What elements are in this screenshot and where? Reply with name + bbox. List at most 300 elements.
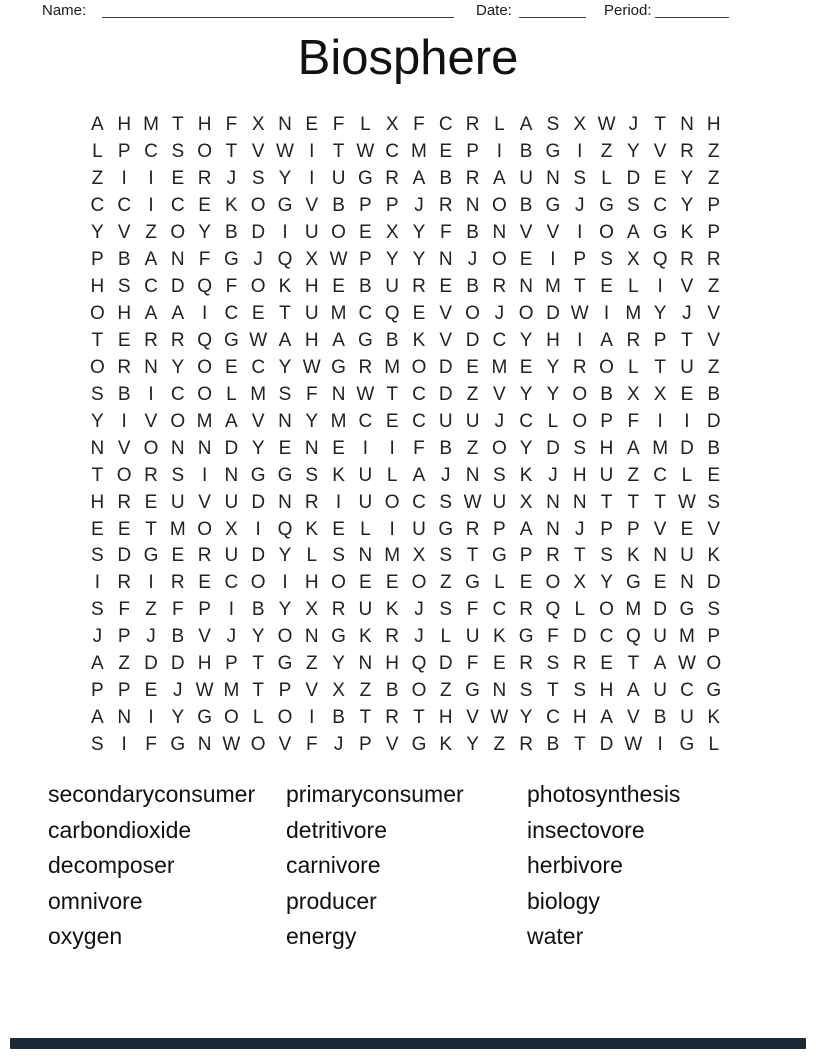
grid-letter: H [304,572,319,594]
grid-letter: Y [519,437,533,459]
grid-letter: A [144,303,158,325]
grid-letter: F [118,599,130,621]
grid-letter: W [356,383,375,405]
grid-letter: U [680,707,694,729]
grid-letter: R [197,545,212,567]
grid-letter: V [519,222,533,244]
grid-letter: T [252,680,264,702]
grid-letter: W [624,734,643,756]
grid-letter: M [491,356,508,378]
grid-letter: Y [680,168,694,190]
grid-letter: S [171,141,185,163]
grid-letter: B [439,168,453,190]
grid-letter: O [465,303,480,325]
grid-letter: Y [519,383,533,405]
grid-letter: P [573,249,587,271]
grid-letter: T [654,114,666,136]
grid-letter: B [653,707,667,729]
grid-letter: P [359,195,372,217]
grid-letter: H [546,329,560,351]
grid-letter: N [224,464,239,486]
grid-letter: K [707,545,721,567]
grid-letter: E [198,572,211,594]
grid-letter: V [439,329,453,351]
grid-letter: H [304,276,319,298]
grid-letter: O [411,572,427,594]
grid-letter: J [414,195,424,217]
period-blank-line [655,2,729,18]
grid-letter: A [171,303,185,325]
grid-letter: E [359,572,372,594]
grid-letter: P [117,626,131,648]
grid-letter: G [250,464,266,486]
grid-letter: W [490,707,509,729]
grid-letter: J [414,599,424,621]
grid-letter: O [170,410,186,432]
grid-letter: N [358,545,373,567]
grid-letter: J [253,249,263,271]
grid-letter: P [225,653,238,675]
grid-letter: I [550,249,556,271]
grid-letter: C [144,276,158,298]
grid-letter: Q [411,653,427,675]
grid-letter: C [170,383,185,405]
grid-letter: O [250,195,266,217]
grid-letter: I [121,734,127,756]
grid-letter: Y [519,707,533,729]
grid-letter: E [91,518,104,540]
grid-letter: E [117,518,131,540]
grid-letter: D [438,653,453,675]
grid-letter: G [706,680,722,702]
grid-letter: D [251,222,266,244]
grid-letter: C [117,195,132,217]
grid-letter: X [573,572,587,594]
grid-letter: N [170,437,185,459]
grid-letter: A [519,518,533,540]
name-blank-line [102,2,454,18]
grid-letter: S [707,491,721,513]
grid-letter: B [439,437,453,459]
grid-letter: S [626,195,640,217]
word-bank-column [286,777,527,955]
grid-letter: J [574,195,585,217]
grid-letter: U [465,626,480,648]
grid-letter: O [90,356,105,378]
grid-letter: L [494,572,505,594]
grid-letter: T [600,491,613,513]
grid-letter: I [121,168,127,190]
grid-letter: N [197,734,212,756]
grid-letter: K [225,195,238,217]
grid-letter: U [465,410,480,432]
grid-letter: U [653,680,667,702]
grid-letter: U [170,491,185,513]
grid-letter: G [599,195,614,217]
grid-letter: J [414,626,424,648]
grid-letter: S [305,464,319,486]
grid-letter: I [389,437,395,459]
word-bank-item: photosynthesis [527,781,681,807]
grid-letter: G [518,626,534,648]
grid-letter: S [519,680,533,702]
grid-letter: T [332,141,345,163]
grid-letter: L [628,276,639,298]
grid-letter: B [332,707,345,729]
grid-letter: Z [627,464,640,486]
grid-letter: O [250,572,266,594]
grid-letter: L [306,545,318,567]
grid-letter: R [465,518,480,540]
header [0,0,816,24]
grid-letter: D [144,653,158,675]
grid-letter: O [197,356,212,378]
grid-letter: C [358,303,373,325]
grid-letter: R [197,168,212,190]
grid-letter: P [626,518,640,540]
grid-letter: T [573,276,586,298]
grid-letter: E [519,572,533,594]
grid-letter: G [652,222,668,244]
grid-letter: R [706,249,721,271]
grid-letter: F [145,734,157,756]
grid-letter: Z [145,599,157,621]
grid-letter: O [411,680,427,702]
grid-letter: O [197,141,212,163]
grid-letter: N [546,518,560,540]
grid-letter: U [358,464,373,486]
grid-letter: S [493,464,506,486]
grid-letter: J [467,249,478,271]
grid-letter: P [707,195,721,217]
grid-letter: E [144,491,158,513]
grid-letter: R [385,168,400,190]
grid-letter: R [385,707,400,729]
grid-letter: O [599,222,614,244]
grid-letter: G [331,356,346,378]
grid-letter: P [600,518,613,540]
grid-letter: S [600,249,613,271]
grid-letter: X [225,518,238,540]
grid-letter: C [385,141,400,163]
grid-letter: G [277,464,293,486]
grid-letter: M [143,114,159,136]
grid-letter: F [627,410,640,432]
grid-letter: Y [600,572,613,594]
grid-letter: O [599,599,614,621]
grid-letter: E [171,545,185,567]
grid-letter: S [546,114,560,136]
grid-letter: I [148,572,154,594]
grid-letter: E [171,168,185,190]
grid-letter: I [577,329,583,351]
grid-letter: R [572,356,587,378]
grid-letter: C [224,303,239,325]
grid-letter: O [197,518,212,540]
grid-letter: P [466,141,479,163]
grid-letter: O [90,303,105,325]
word-bank-item: detritivore [286,816,387,843]
grid-letter: H [599,680,614,702]
word-bank [48,777,778,955]
grid-letter: R [572,653,587,675]
grid-letter: E [117,329,131,351]
grid-letter: L [92,141,103,163]
grid-letter: Y [198,222,211,244]
grid-letter: I [148,168,154,190]
grid-letter: T [413,707,425,729]
word-bank-item: secondaryconsumer [48,781,256,807]
grid-letter: Y [466,734,479,756]
grid-letter: R [680,141,694,163]
grid-letter: G [411,734,427,756]
grid-letter: O [277,707,293,729]
grid-letter: Y [305,410,319,432]
grid-letter: D [599,734,614,756]
word-bank-item: insectovore [527,816,645,843]
grid-letter: B [466,276,479,298]
grid-letter: D [251,491,266,513]
grid-letter: C [519,410,534,432]
grid-letter: I [577,141,583,163]
grid-letter: M [545,276,561,298]
grid-letter: R [144,329,158,351]
grid-letter: R [117,491,132,513]
grid-letter: S [573,680,587,702]
grid-letter: E [225,356,238,378]
grid-letter: X [573,114,587,136]
grid-letter: H [90,276,105,298]
grid-letter: H [90,491,105,513]
grid-letter: N [546,168,560,190]
grid-letter: H [304,329,319,351]
grid-letter: B [707,437,721,459]
grid-letter: K [359,626,372,648]
grid-letter: T [279,303,291,325]
grid-letter: A [412,464,426,486]
grid-letter: A [225,410,238,432]
grid-letter: Y [91,410,104,432]
grid-letter: S [600,545,613,567]
grid-letter: A [412,168,426,190]
grid-letter: R [519,734,534,756]
grid-letter: E [519,249,533,271]
grid-letter: S [439,545,453,567]
grid-letter: Z [359,680,372,702]
grid-letter: E [466,356,479,378]
grid-letter: O [331,222,346,244]
grid-letter: G [357,329,373,351]
grid-letter: Z [466,437,479,459]
grid-letter: I [255,518,261,540]
grid-letter: R [465,114,480,136]
grid-letter: L [574,599,586,621]
grid-letter: P [198,599,211,621]
word-bank-column [48,777,286,955]
grid-letter: Y [680,195,694,217]
grid-letter: N [438,249,453,271]
grid-letter: U [653,626,667,648]
grid-letter: W [276,141,294,163]
grid-letter: S [546,653,560,675]
grid-letter: R [438,195,453,217]
grid-letter: C [599,626,614,648]
grid-letter: U [412,518,426,540]
grid-letter: R [117,572,132,594]
grid-letter: N [304,626,319,648]
grid-letter: E [600,276,613,298]
grid-letter: N [519,276,534,298]
grid-letter: N [680,572,694,594]
grid-letter: Q [197,329,212,351]
grid-letter: O [277,626,293,648]
grid-letter: I [657,410,663,432]
grid-letter: C [653,195,667,217]
grid-letter: D [572,626,587,648]
grid-letter: R [546,545,560,567]
grid-letter: F [413,437,425,459]
grid-letter: B [519,195,533,217]
grid-letter: Z [118,653,130,675]
grid-letter: C [412,410,426,432]
grid-letter: Z [707,356,720,378]
grid-letter: A [653,653,667,675]
grid-letter: S [573,437,587,459]
grid-letter: B [251,599,265,621]
grid-letter: X [626,249,640,271]
grid-letter: B [225,222,238,244]
grid-letter: E [653,168,667,190]
grid-letter: L [547,410,559,432]
grid-letter: U [492,491,507,513]
grid-letter: A [332,329,345,351]
grid-letter: J [494,303,505,325]
grid-letter: N [197,437,212,459]
grid-letter: X [305,249,319,271]
grid-letter: P [653,329,667,351]
grid-letter: V [305,680,319,702]
grid-letter: J [146,626,156,648]
grid-letter: F [332,114,345,136]
grid-letter: L [681,464,693,486]
grid-letter: N [170,249,185,271]
grid-letter: I [496,141,502,163]
grid-letter: G [679,734,695,756]
grid-letter: N [465,464,480,486]
grid-letter: L [708,734,720,756]
grid-letter: S [251,168,265,190]
grid-letter: B [600,383,613,405]
grid-letter: A [278,329,292,351]
grid-letter: I [309,707,315,729]
grid-letter: Z [439,572,452,594]
grid-letter: J [574,518,585,540]
grid-letter: X [385,114,399,136]
grid-letter: L [386,464,398,486]
grid-letter: N [278,114,292,136]
grid-letter: Y [278,599,292,621]
grid-letter: V [117,437,131,459]
grid-letter: R [144,464,158,486]
grid-letter: J [333,734,344,756]
grid-letter: N [492,222,507,244]
grid-letter: I [657,276,663,298]
grid-letter: U [358,599,373,621]
grid-letter: Z [305,653,318,675]
grid-letter: K [493,626,506,648]
grid-letter: E [439,276,453,298]
grid-letter: V [680,276,694,298]
grid-letter: C [438,114,453,136]
grid-letter: T [627,653,640,675]
grid-letter: Q [277,249,293,271]
grid-letter: E [653,572,667,594]
grid-letter: K [385,599,399,621]
grid-letter: Z [493,734,506,756]
date-label: Date: [476,2,512,19]
grid-letter: Y [653,303,667,325]
name-label: Name: [42,2,87,19]
grid-letter: O [223,707,239,729]
grid-letter: L [440,626,452,648]
grid-letter: W [222,734,241,756]
grid-letter: N [465,195,480,217]
grid-letter: K [519,464,533,486]
grid-letter: G [197,707,212,729]
grid-letter: K [626,545,640,567]
grid-letter: U [680,356,694,378]
grid-letter: U [304,222,319,244]
grid-letter: R [465,168,480,190]
grid-letter: P [493,518,506,540]
grid-letter: A [493,168,506,190]
grid-letter: T [91,464,104,486]
grid-letter: I [201,303,208,325]
grid-letter: I [684,410,690,432]
grid-letter: Y [332,653,345,675]
grid-letter: S [278,383,292,405]
grid-letter: I [148,195,154,217]
grid-letter: H [438,707,453,729]
grid-letter: E [144,680,158,702]
grid-letter: H [572,707,587,729]
grid-letter: E [385,572,399,594]
grid-letter: T [145,518,157,540]
grid-letter: Z [466,383,479,405]
grid-letter: I [362,437,368,459]
grid-letter: T [627,491,640,513]
grid-letter: P [600,410,613,432]
grid-letter: S [91,545,104,567]
grid-letter: T [386,383,398,405]
grid-letter: B [546,734,560,756]
grid-letter: R [412,276,426,298]
grid-letter: W [249,329,268,351]
grid-letter: R [626,329,641,351]
footer-bar [10,1038,806,1049]
grid-letter: Y [278,356,292,378]
grid-letter: P [278,680,292,702]
grid-letter: Z [600,141,613,163]
grid-letter: F [305,383,318,405]
grid-letter: I [148,383,154,405]
grid-letter: H [706,114,721,136]
grid-letter: H [572,464,587,486]
grid-letter: N [680,114,694,136]
grid-letter: I [121,410,127,432]
grid-letter: Y [171,356,185,378]
grid-letter: X [626,383,640,405]
